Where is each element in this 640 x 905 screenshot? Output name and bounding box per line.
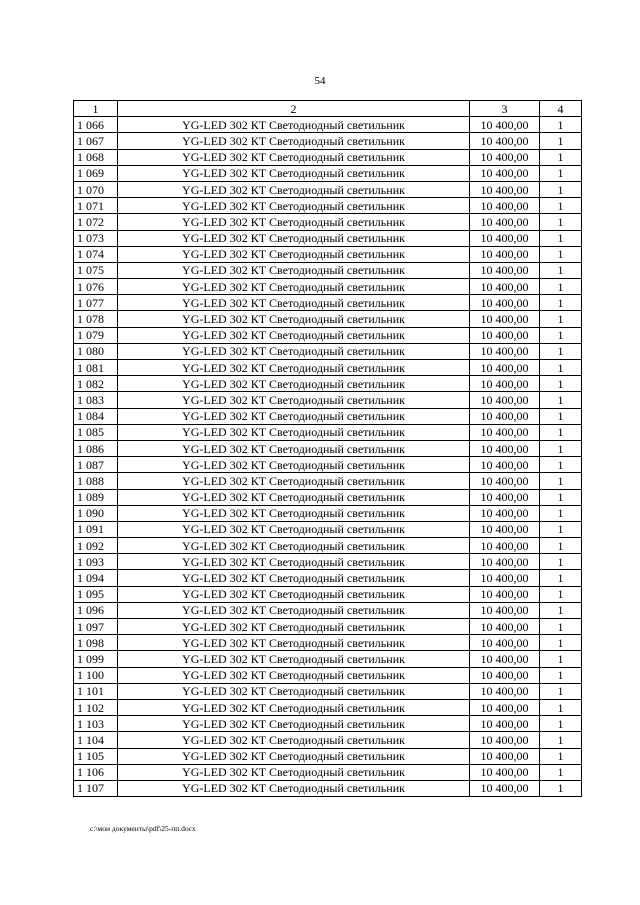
column-header-2: 2	[118, 101, 470, 117]
quantity-cell: 1	[540, 602, 582, 618]
price-cell: 10 400,00	[470, 198, 540, 214]
row-number-cell: 1 080	[74, 343, 118, 359]
price-cell: 10 400,00	[470, 117, 540, 133]
price-cell: 10 400,00	[470, 602, 540, 618]
footer-file-path: с:\мои документы\pdf\25-пп.docx	[90, 824, 196, 833]
item-name-cell: YG-LED 302 КТ Светодиодный светильник	[118, 343, 470, 359]
price-cell: 10 400,00	[470, 133, 540, 149]
row-number-cell: 1 106	[74, 764, 118, 780]
price-cell: 10 400,00	[470, 376, 540, 392]
item-name-cell: YG-LED 302 КТ Светодиодный светильник	[118, 133, 470, 149]
quantity-cell: 1	[540, 570, 582, 586]
row-number-cell: 1 102	[74, 699, 118, 715]
item-name-cell: YG-LED 302 КТ Светодиодный светильник	[118, 327, 470, 343]
table-row	[74, 440, 582, 456]
item-name-cell: YG-LED 302 КТ Светодиодный светильник	[118, 262, 470, 278]
quantity-cell: 1	[540, 246, 582, 262]
table-row	[74, 149, 582, 165]
price-cell: 10 400,00	[470, 619, 540, 635]
table-header-row	[74, 101, 582, 117]
price-cell: 10 400,00	[470, 570, 540, 586]
table-row	[74, 230, 582, 246]
quantity-cell: 1	[540, 732, 582, 748]
price-cell: 10 400,00	[470, 457, 540, 473]
price-cell: 10 400,00	[470, 764, 540, 780]
table-row	[74, 117, 582, 133]
quantity-cell: 1	[540, 538, 582, 554]
item-name-cell: YG-LED 302 КТ Светодиодный светильник	[118, 521, 470, 537]
table-row	[74, 748, 582, 764]
quantity-cell: 1	[540, 683, 582, 699]
item-name-cell: YG-LED 302 КТ Светодиодный светильник	[118, 440, 470, 456]
item-name-cell: YG-LED 302 КТ Светодиодный светильник	[118, 246, 470, 262]
table-row	[74, 279, 582, 295]
quantity-cell: 1	[540, 764, 582, 780]
price-cell: 10 400,00	[470, 667, 540, 683]
table-row	[74, 538, 582, 554]
row-number-cell: 1 091	[74, 521, 118, 537]
row-number-cell: 1 082	[74, 376, 118, 392]
item-name-cell: YG-LED 302 КТ Светодиодный светильник	[118, 473, 470, 489]
item-name-cell: YG-LED 302 КТ Светодиодный светильник	[118, 554, 470, 570]
price-cell: 10 400,00	[470, 732, 540, 748]
row-number-cell: 1 090	[74, 505, 118, 521]
table-row	[74, 667, 582, 683]
price-cell: 10 400,00	[470, 279, 540, 295]
quantity-cell: 1	[540, 214, 582, 230]
item-name-cell: YG-LED 302 КТ Светодиодный светильник	[118, 667, 470, 683]
price-cell: 10 400,00	[470, 716, 540, 732]
table-row	[74, 133, 582, 149]
price-cell: 10 400,00	[470, 538, 540, 554]
row-number-cell: 1 096	[74, 602, 118, 618]
quantity-cell: 1	[540, 667, 582, 683]
quantity-cell: 1	[540, 376, 582, 392]
quantity-cell: 1	[540, 133, 582, 149]
item-name-cell: YG-LED 302 КТ Светодиодный светильник	[118, 764, 470, 780]
row-number-cell: 1 084	[74, 408, 118, 424]
quantity-cell: 1	[540, 473, 582, 489]
table-row	[74, 376, 582, 392]
item-name-cell: YG-LED 302 КТ Светодиодный светильник	[118, 360, 470, 376]
item-name-cell: YG-LED 302 КТ Светодиодный светильник	[118, 376, 470, 392]
quantity-cell: 1	[540, 295, 582, 311]
inventory-table	[73, 100, 582, 797]
table-row	[74, 198, 582, 214]
price-cell: 10 400,00	[470, 343, 540, 359]
quantity-cell: 1	[540, 198, 582, 214]
row-number-cell: 1 079	[74, 327, 118, 343]
item-name-cell: YG-LED 302 КТ Светодиодный светильник	[118, 230, 470, 246]
table-row	[74, 262, 582, 278]
price-cell: 10 400,00	[470, 748, 540, 764]
item-name-cell: YG-LED 302 КТ Светодиодный светильник	[118, 311, 470, 327]
row-number-cell: 1 074	[74, 246, 118, 262]
table-row	[74, 392, 582, 408]
table-row	[74, 489, 582, 505]
table-row	[74, 343, 582, 359]
row-number-cell: 1 078	[74, 311, 118, 327]
item-name-cell: YG-LED 302 КТ Светодиодный светильник	[118, 149, 470, 165]
table-row	[74, 586, 582, 602]
table-body	[74, 117, 582, 797]
table-row	[74, 699, 582, 715]
price-cell: 10 400,00	[470, 360, 540, 376]
item-name-cell: YG-LED 302 КТ Светодиодный светильник	[118, 295, 470, 311]
row-number-cell: 1 101	[74, 683, 118, 699]
item-name-cell: YG-LED 302 КТ Светодиодный светильник	[118, 408, 470, 424]
price-cell: 10 400,00	[470, 586, 540, 602]
table-row	[74, 521, 582, 537]
table-row	[74, 505, 582, 521]
quantity-cell: 1	[540, 311, 582, 327]
table-row	[74, 311, 582, 327]
table-row	[74, 360, 582, 376]
row-number-cell: 1 093	[74, 554, 118, 570]
row-number-cell: 1 070	[74, 181, 118, 197]
price-cell: 10 400,00	[470, 165, 540, 181]
item-name-cell: YG-LED 302 КТ Светодиодный светильник	[118, 619, 470, 635]
price-cell: 10 400,00	[470, 149, 540, 165]
row-number-cell: 1 098	[74, 635, 118, 651]
table-row	[74, 295, 582, 311]
row-number-cell: 1 088	[74, 473, 118, 489]
column-header-3: 3	[470, 101, 540, 117]
row-number-cell: 1 083	[74, 392, 118, 408]
price-cell: 10 400,00	[470, 295, 540, 311]
row-number-cell: 1 073	[74, 230, 118, 246]
row-number-cell: 1 100	[74, 667, 118, 683]
price-cell: 10 400,00	[470, 181, 540, 197]
item-name-cell: YG-LED 302 КТ Светодиодный светильник	[118, 424, 470, 440]
item-name-cell: YG-LED 302 КТ Светодиодный светильник	[118, 602, 470, 618]
table-row	[74, 214, 582, 230]
row-number-cell: 1 097	[74, 619, 118, 635]
table-row	[74, 635, 582, 651]
price-cell: 10 400,00	[470, 230, 540, 246]
column-header-4: 4	[540, 101, 582, 117]
item-name-cell: YG-LED 302 КТ Светодиодный светильник	[118, 457, 470, 473]
item-name-cell: YG-LED 302 КТ Светодиодный светильник	[118, 279, 470, 295]
row-number-cell: 1 094	[74, 570, 118, 586]
row-number-cell: 1 068	[74, 149, 118, 165]
price-cell: 10 400,00	[470, 780, 540, 796]
table-row	[74, 651, 582, 667]
price-cell: 10 400,00	[470, 214, 540, 230]
quantity-cell: 1	[540, 165, 582, 181]
item-name-cell: YG-LED 302 КТ Светодиодный светильник	[118, 586, 470, 602]
quantity-cell: 1	[540, 554, 582, 570]
item-name-cell: YG-LED 302 КТ Светодиодный светильник	[118, 198, 470, 214]
table-row	[74, 780, 582, 796]
table-row	[74, 683, 582, 699]
item-name-cell: YG-LED 302 КТ Светодиодный светильник	[118, 683, 470, 699]
quantity-cell: 1	[540, 149, 582, 165]
price-cell: 10 400,00	[470, 311, 540, 327]
table-row	[74, 457, 582, 473]
row-number-cell: 1 071	[74, 198, 118, 214]
item-name-cell: YG-LED 302 КТ Светодиодный светильник	[118, 699, 470, 715]
quantity-cell: 1	[540, 360, 582, 376]
price-cell: 10 400,00	[470, 651, 540, 667]
price-cell: 10 400,00	[470, 505, 540, 521]
item-name-cell: YG-LED 302 КТ Светодиодный светильник	[118, 570, 470, 586]
quantity-cell: 1	[540, 505, 582, 521]
item-name-cell: YG-LED 302 КТ Светодиодный светильник	[118, 214, 470, 230]
row-number-cell: 1 089	[74, 489, 118, 505]
quantity-cell: 1	[540, 635, 582, 651]
price-cell: 10 400,00	[470, 521, 540, 537]
price-cell: 10 400,00	[470, 473, 540, 489]
price-cell: 10 400,00	[470, 635, 540, 651]
quantity-cell: 1	[540, 586, 582, 602]
row-number-cell: 1 087	[74, 457, 118, 473]
quantity-cell: 1	[540, 392, 582, 408]
price-cell: 10 400,00	[470, 489, 540, 505]
price-cell: 10 400,00	[470, 554, 540, 570]
item-name-cell: YG-LED 302 КТ Светодиодный светильник	[118, 489, 470, 505]
row-number-cell: 1 081	[74, 360, 118, 376]
table-row	[74, 165, 582, 181]
item-name-cell: YG-LED 302 КТ Светодиодный светильник	[118, 635, 470, 651]
quantity-cell: 1	[540, 327, 582, 343]
item-name-cell: YG-LED 302 КТ Светодиодный светильник	[118, 651, 470, 667]
table-row	[74, 246, 582, 262]
quantity-cell: 1	[540, 619, 582, 635]
price-cell: 10 400,00	[470, 683, 540, 699]
row-number-cell: 1 095	[74, 586, 118, 602]
quantity-cell: 1	[540, 651, 582, 667]
quantity-cell: 1	[540, 408, 582, 424]
row-number-cell: 1 103	[74, 716, 118, 732]
table-row	[74, 408, 582, 424]
item-name-cell: YG-LED 302 КТ Светодиодный светильник	[118, 538, 470, 554]
row-number-cell: 1 086	[74, 440, 118, 456]
item-name-cell: YG-LED 302 КТ Светодиодный светильник	[118, 181, 470, 197]
row-number-cell: 1 099	[74, 651, 118, 667]
row-number-cell: 1 077	[74, 295, 118, 311]
table-row	[74, 424, 582, 440]
price-cell: 10 400,00	[470, 392, 540, 408]
price-cell: 10 400,00	[470, 408, 540, 424]
item-name-cell: YG-LED 302 КТ Светодиодный светильник	[118, 732, 470, 748]
table-row	[74, 181, 582, 197]
quantity-cell: 1	[540, 424, 582, 440]
table-row	[74, 764, 582, 780]
row-number-cell: 1 072	[74, 214, 118, 230]
quantity-cell: 1	[540, 181, 582, 197]
quantity-cell: 1	[540, 489, 582, 505]
price-cell: 10 400,00	[470, 424, 540, 440]
row-number-cell: 1 104	[74, 732, 118, 748]
row-number-cell: 1 085	[74, 424, 118, 440]
price-cell: 10 400,00	[470, 246, 540, 262]
row-number-cell: 1 075	[74, 262, 118, 278]
quantity-cell: 1	[540, 343, 582, 359]
quantity-cell: 1	[540, 716, 582, 732]
page-number: 54	[314, 75, 326, 87]
item-name-cell: YG-LED 302 КТ Светодиодный светильник	[118, 748, 470, 764]
table-row	[74, 570, 582, 586]
table-row	[74, 473, 582, 489]
row-number-cell: 1 069	[74, 165, 118, 181]
table-row	[74, 732, 582, 748]
row-number-cell: 1 092	[74, 538, 118, 554]
column-header-1: 1	[74, 101, 118, 117]
table-row	[74, 716, 582, 732]
row-number-cell: 1 105	[74, 748, 118, 764]
table-row	[74, 554, 582, 570]
item-name-cell: YG-LED 302 КТ Светодиодный светильник	[118, 505, 470, 521]
quantity-cell: 1	[540, 748, 582, 764]
table-row	[74, 327, 582, 343]
quantity-cell: 1	[540, 262, 582, 278]
row-number-cell: 1 107	[74, 780, 118, 796]
row-number-cell: 1 066	[74, 117, 118, 133]
quantity-cell: 1	[540, 230, 582, 246]
row-number-cell: 1 067	[74, 133, 118, 149]
table-row	[74, 619, 582, 635]
quantity-cell: 1	[540, 117, 582, 133]
item-name-cell: YG-LED 302 КТ Светодиодный светильник	[118, 716, 470, 732]
quantity-cell: 1	[540, 457, 582, 473]
item-name-cell: YG-LED 302 КТ Светодиодный светильник	[118, 165, 470, 181]
row-number-cell: 1 076	[74, 279, 118, 295]
price-cell: 10 400,00	[470, 262, 540, 278]
quantity-cell: 1	[540, 521, 582, 537]
price-cell: 10 400,00	[470, 440, 540, 456]
item-name-cell: YG-LED 302 КТ Светодиодный светильник	[118, 780, 470, 796]
quantity-cell: 1	[540, 440, 582, 456]
price-cell: 10 400,00	[470, 699, 540, 715]
quantity-cell: 1	[540, 699, 582, 715]
quantity-cell: 1	[540, 279, 582, 295]
price-cell: 10 400,00	[470, 327, 540, 343]
item-name-cell: YG-LED 302 КТ Светодиодный светильник	[118, 392, 470, 408]
quantity-cell: 1	[540, 780, 582, 796]
item-name-cell: YG-LED 302 КТ Светодиодный светильник	[118, 117, 470, 133]
table-row	[74, 602, 582, 618]
